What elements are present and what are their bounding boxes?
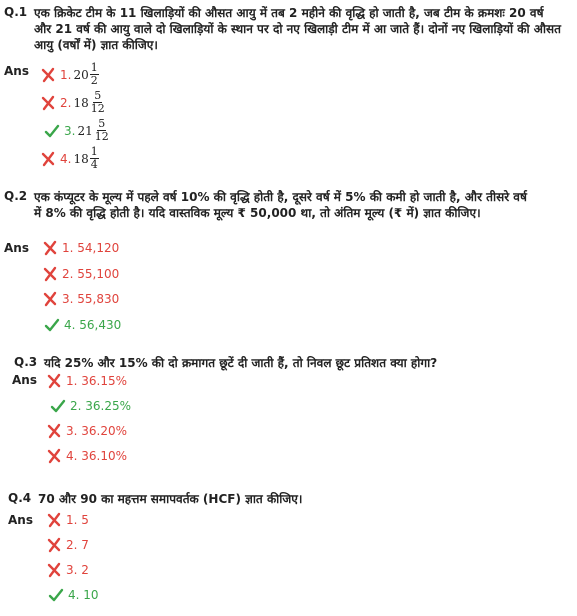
option-text: 3. 2	[66, 563, 89, 577]
option-text: 2. 55,100	[62, 267, 120, 281]
option-4[interactable]	[48, 587, 99, 603]
cross-icon	[40, 67, 56, 83]
cross-icon	[42, 266, 58, 282]
option-value: 18 $\frac{5}{12}$	[73, 89, 105, 115]
ans-label: Ans	[12, 373, 37, 387]
option-text: 3. 55,830	[62, 292, 120, 306]
option-text: 1. 36.15%	[66, 374, 128, 388]
option-1[interactable]	[46, 512, 89, 528]
cross-icon	[46, 373, 62, 389]
cross-icon	[46, 562, 62, 578]
ans-label: Ans	[4, 241, 29, 255]
option-text: 4. 10	[68, 588, 99, 602]
cross-icon	[46, 423, 62, 439]
cross-icon	[46, 512, 62, 528]
option-2[interactable]	[42, 266, 119, 282]
option-text: 2. 36.25%	[70, 399, 132, 413]
option-text: 1. 54,120	[62, 241, 120, 255]
option-3[interactable]	[46, 423, 127, 439]
cross-icon	[46, 537, 62, 553]
option-label: 3.	[64, 123, 76, 138]
option-value: 20 $\frac{1}{2}$	[73, 61, 98, 87]
option-4[interactable]	[46, 448, 127, 464]
cross-icon	[42, 240, 58, 256]
option-3[interactable]	[46, 562, 89, 578]
question-text: 70 और 90 का महत्तम समापवर्तक (HCF) ज्ञात कीजिए।	[38, 492, 303, 506]
cross-icon	[40, 151, 56, 167]
question-text: एक कंप्यूटर के मूल्य में पहले वर्ष 10% की वृद्धि होती है, दूसरे वर्ष में 5% की कमी हो जाती है, और तीसरे वर्ष में 8% की वृद्धि होती है। यदि वास्तविक मूल्य ₹ 50,000 था, तो अंतिम मूल्य (₹ में) ज्ञात कीजिए।	[34, 190, 527, 220]
option-value: 18 $\frac{1}{4}$	[73, 145, 98, 171]
option-3[interactable]	[42, 291, 119, 307]
question-number: Q.2	[4, 189, 28, 203]
cross-icon	[40, 95, 56, 111]
option-text: 1. 5	[66, 513, 89, 527]
ans-label: Ans	[8, 513, 33, 527]
question-number: Q.1	[4, 5, 28, 19]
option-label: 4.	[60, 151, 72, 166]
option-text: 2. 7	[66, 538, 89, 552]
check-icon	[44, 123, 60, 139]
check-icon	[48, 587, 64, 603]
option-value: 21 $\frac{5}{12}$	[77, 117, 109, 143]
option-4[interactable]	[40, 146, 99, 171]
option-label: 1.	[60, 67, 72, 82]
option-1[interactable]	[42, 240, 119, 256]
option-label: 2.	[60, 95, 72, 110]
question-text: एक क्रिकेट टीम के 11 खिलाड़ियों की औसत आयु में तब 2 महीने की वृद्धि हो जाती है, जब टीम के क्रमशः 20 वर्ष और 21 वर्ष की आयु वाले दो खिलाड़ियों के स्थान पर दो नए खिलाड़ी टीम में आ जाते हैं। दोनों नए खिलाड़ियों की औसत आयु (वर्षों में) ज्ञात कीजिए।	[34, 6, 561, 52]
ans-label: Ans	[4, 64, 29, 78]
option-text: 4. 36.10%	[66, 449, 128, 463]
check-icon	[50, 398, 66, 414]
option-2[interactable]	[40, 90, 106, 115]
question-text: यदि 25% और 15% की दो क्रमागत छूटें दी जाती हैं, तो निवल छूट प्रतिशत क्या होगा?	[44, 356, 438, 370]
option-3[interactable]	[44, 118, 110, 143]
cross-icon	[46, 448, 62, 464]
option-1[interactable]	[40, 62, 99, 87]
option-1[interactable]	[46, 373, 127, 389]
check-icon	[44, 317, 60, 333]
question-number: Q.4	[8, 491, 32, 505]
question-number: Q.3	[14, 355, 38, 369]
cross-icon	[42, 291, 58, 307]
option-text: 3. 36.20%	[66, 424, 128, 438]
option-4[interactable]	[44, 317, 121, 333]
option-text: 4. 56,430	[64, 318, 122, 332]
option-2[interactable]	[46, 537, 89, 553]
option-2[interactable]	[50, 398, 131, 414]
